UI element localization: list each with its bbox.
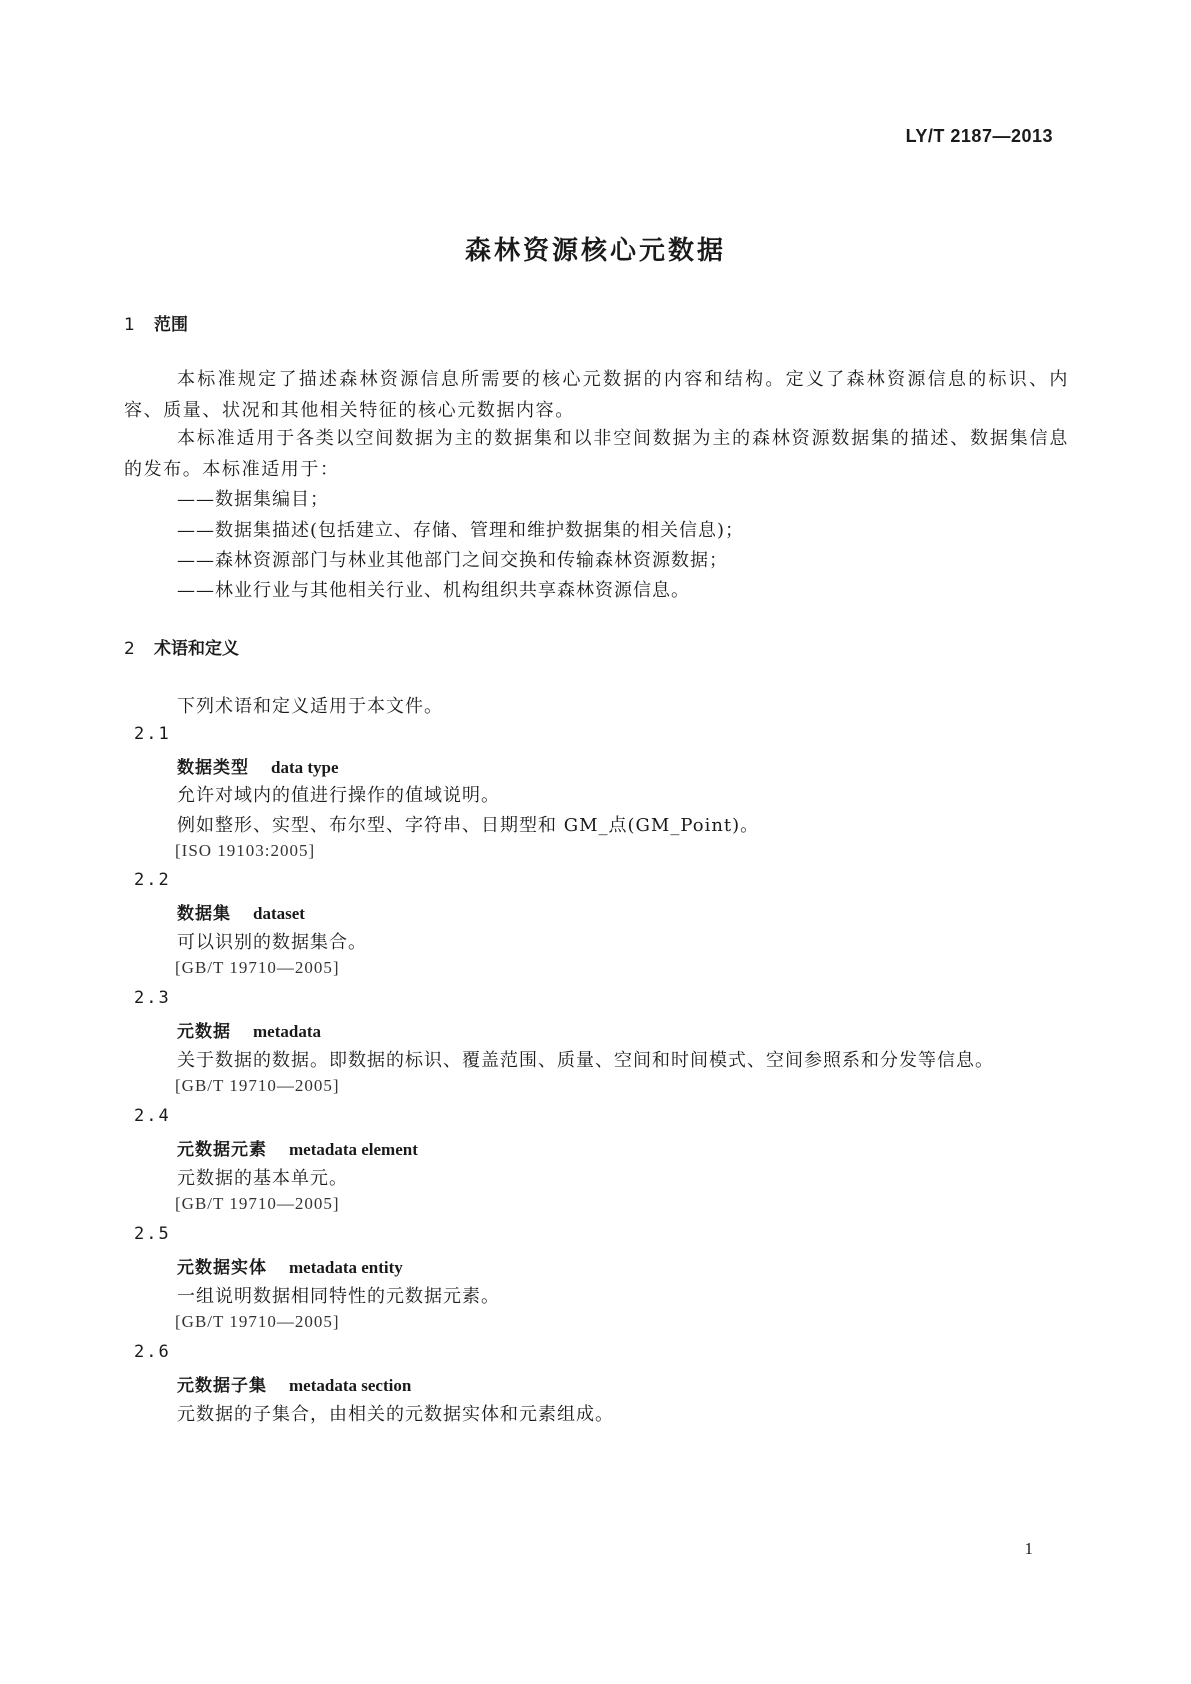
term-source-reference: [GB/T 19710—2005] xyxy=(175,1076,340,1095)
section-1-paragraph-2: 本标准适用于各类以空间数据为主的数据集和以非空间数据为主的森林资源数据集的描述、数据集信息的发布。本标准适用于： xyxy=(124,428,1069,480)
term-source-reference: [ISO 19103:2005] xyxy=(175,841,316,860)
term-heading xyxy=(177,1135,418,1160)
term-chinese: 元数据实体 xyxy=(177,1258,267,1278)
term-chinese: 数据集 xyxy=(177,904,231,924)
term-english: data type xyxy=(271,758,339,777)
term-definition: 关于数据的数据。即数据的标识、覆盖范围、质量、空间和时间模式、空间参照系和分发等信息。 xyxy=(177,1050,994,1071)
section-2-number: 2 xyxy=(124,639,135,659)
section-2-title: 术语和定义 xyxy=(154,639,239,659)
clause-number: 2.3 xyxy=(134,988,171,1008)
scope-list-item-4: ——林业行业与其他相关行业、机构组织共享森林资源信息。 xyxy=(177,580,690,601)
term-definition: 元数据的子集合，由相关的元数据实体和元素组成。 xyxy=(177,1404,614,1425)
section-1-paragraph-1: 本标准规定了描述森林资源信息所需要的核心元数据的内容和结构。定义了森林资源信息的标识、内容、质量、状况和其他相关特征的核心元数据内容。 xyxy=(124,369,1069,421)
term-chinese: 数据类型 xyxy=(177,758,249,778)
document-number: LY/T 2187—2013 xyxy=(905,126,1053,146)
document-title: 森林资源核心元数据 xyxy=(464,236,726,266)
scope-list-item-1: ——数据集编目； xyxy=(177,489,329,510)
section-1-heading xyxy=(124,310,188,335)
section-1-number: 1 xyxy=(124,315,135,335)
term-source-reference: [GB/T 19710—2005] xyxy=(175,1194,340,1213)
clause-number: 2.6 xyxy=(134,1342,171,1362)
definitions-intro: 下列术语和定义适用于本文件。 xyxy=(177,696,443,717)
term-source-reference: [GB/T 19710—2005] xyxy=(175,958,340,977)
term-note: 例如整形、实型、布尔型、字符串、日期型和 GM_点(GM_Point)。 xyxy=(177,815,760,836)
term-heading xyxy=(177,1017,321,1042)
term-source-reference: [GB/T 19710—2005] xyxy=(175,1312,340,1331)
term-definition: 一组说明数据相同特性的元数据元素。 xyxy=(177,1286,500,1307)
section-1-title: 范围 xyxy=(154,315,188,335)
term-english: dataset xyxy=(253,904,305,923)
term-english: metadata element xyxy=(289,1140,418,1159)
term-english: metadata entity xyxy=(289,1258,403,1277)
term-heading xyxy=(177,1253,403,1278)
term-english: metadata xyxy=(253,1022,321,1041)
term-heading xyxy=(177,1371,411,1396)
scope-list-item-2: ——数据集描述(包括建立、存储、管理和维护数据集的相关信息)； xyxy=(177,520,745,541)
page-number: 1 xyxy=(1024,1539,1033,1558)
clause-number: 2.5 xyxy=(134,1224,171,1244)
term-heading xyxy=(177,899,305,924)
term-chinese: 元数据子集 xyxy=(177,1376,267,1396)
clause-number: 2.1 xyxy=(134,724,171,744)
term-english: metadata section xyxy=(289,1376,412,1395)
term-chinese: 元数据 xyxy=(177,1022,231,1042)
clause-number: 2.2 xyxy=(134,870,171,890)
term-definition: 可以识别的数据集合。 xyxy=(177,932,367,953)
term-definition: 允许对域内的值进行操作的值域说明。 xyxy=(177,785,500,806)
term-definition: 元数据的基本单元。 xyxy=(177,1168,348,1189)
section-2-heading xyxy=(124,634,239,659)
term-chinese: 元数据元素 xyxy=(177,1140,267,1160)
clause-number: 2.4 xyxy=(134,1106,171,1126)
scope-list-item-3: ——森林资源部门与林业其他部门之间交换和传输森林资源数据； xyxy=(177,550,728,571)
term-heading xyxy=(177,753,339,778)
